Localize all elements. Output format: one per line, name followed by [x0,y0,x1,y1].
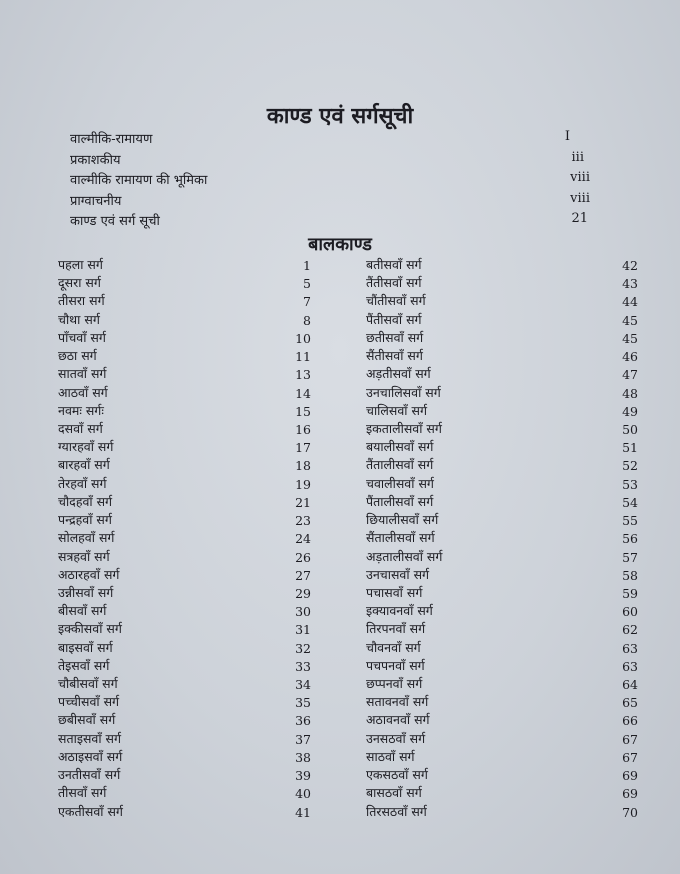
entry-label: एकसठवाँ सर्ग [366,767,428,783]
toc-entry [366,639,638,657]
entry-label: पाँचवाँ सर्ग [58,329,106,345]
toc-entry [366,311,638,329]
toc-entry [58,456,311,474]
entry-page-number: 40 [295,786,311,802]
entry-page-number: 46 [622,349,638,365]
toc-entry [58,748,311,766]
entry-label: पन्द्रहवाँ सर्ग [58,512,112,528]
entry-label: प्रकाशकीय [70,152,121,168]
entry-page-number: 58 [622,567,638,583]
entry-label: बाइसवाँ सर्ग [58,639,113,655]
entry-label: छियालीसवाँ सर्ग [366,512,439,528]
entry-page-number: 67 [622,749,638,765]
entry-page-number: 29 [295,585,311,601]
entry-label: अठाइसवाँ सर्ग [58,748,123,764]
toc-entry [366,402,638,420]
entry-label: पच्चीसवाँ सर्ग [58,694,120,710]
toc-entry [366,274,638,292]
toc-entry [366,384,638,402]
toc-entry [366,256,638,274]
toc-entry [58,657,311,675]
toc-entry [58,384,311,402]
toc-entry [366,766,638,784]
entry-page-number: 41 [295,804,311,820]
entry-label: वाल्मीकि-रामायण [70,132,153,147]
toc-entry [58,256,311,274]
entry-label: पहला सर्ग [58,257,103,272]
entry-page-number: 59 [622,585,638,601]
toc-entry [366,292,638,310]
entry-page-number: 1 [303,258,311,273]
entry-page-number: 39 [295,768,311,784]
entry-label: तेरहवाँ सर्ग [58,475,107,491]
toc-entry [58,766,311,784]
entry-page-number: iii [571,149,584,165]
entry-label: छठा सर्ग [58,348,97,364]
entry-page-number: I [564,129,570,144]
entry-page-number: 35 [295,695,311,711]
entry-label: बारहवाँ सर्ग [58,457,110,473]
entry-page-number: 48 [622,385,638,401]
entry-page-number: 16 [295,421,311,437]
toc-entry [58,639,311,657]
entry-label: पचासवाँ सर्ग [366,584,423,600]
toc-entry [366,620,638,638]
page-title: काण्ड एवं सर्गसूची [266,104,414,129]
toc-entry [58,711,311,729]
toc-entry [58,602,311,620]
toc-entry [366,657,638,675]
entry-page-number: 5 [303,276,311,292]
entry-page-number: 43 [622,276,638,292]
entry-page-number: 63 [622,640,638,656]
entry-page-number: 67 [622,731,638,747]
toc-entry [366,511,638,529]
entry-label: छबीसवाँ सर्ग [58,712,116,728]
entry-page-number: 70 [622,804,638,820]
entry-label: तिरसठवाँ सर्ग [366,803,427,819]
entry-label: साठवाँ सर्ग [366,748,415,764]
toc-entry [58,584,311,602]
entry-page-number: 42 [622,258,638,273]
entry-page-number: 69 [622,768,638,784]
entry-label: अठावनवाँ सर्ग [366,712,430,728]
toc-entry [58,475,311,493]
entry-label: इक्कीसवाँ सर्ग [58,621,122,637]
toc-entry [58,402,311,420]
toc-entry [58,420,311,438]
entry-page-number: 21 [295,494,311,510]
entry-page-number: 13 [295,367,311,383]
entry-page-number: 30 [295,604,311,620]
entry-page-number: 45 [622,312,638,328]
toc-entry [366,748,638,766]
toc-entry [70,211,590,232]
entry-page-number: 64 [622,677,638,693]
toc-entry [58,675,311,693]
entry-page-number: viii [570,190,590,206]
entry-label: दूसरा सर्ग [58,275,101,291]
entry-label: एकतीसवाँ सर्ग [58,803,123,819]
entry-page-number: 62 [622,622,638,638]
entry-page-number: 66 [622,713,638,729]
entry-page-number: 7 [303,294,311,310]
entry-page-number: 15 [295,403,311,419]
toc-entry [366,730,638,748]
entry-label: चौथा सर्ग [58,311,100,327]
entry-label: छप्पनवाँ सर्ग [366,676,423,692]
toc-entry [58,620,311,638]
entry-page-number: 11 [295,349,311,365]
entry-label: तैंतालीसवाँ सर्ग [366,457,434,473]
entry-page-number: 31 [295,622,311,638]
toc-entry [70,170,590,191]
entry-label: सताइसवाँ सर्ग [58,730,122,746]
entry-page-number: 24 [295,531,311,547]
entry-page-number: 8 [303,312,311,328]
section-title: बालकाण्ड [308,234,372,255]
toc-entry [366,602,638,620]
toc-entry [58,493,311,511]
toc-entry [58,803,311,821]
toc-entry [366,675,638,693]
toc-entry [366,438,638,456]
toc-entry [58,329,311,347]
toc-entry [366,529,638,547]
entry-label: ग्यारहवाँ सर्ग [58,439,114,455]
entry-page-number: 65 [622,695,638,711]
entry-label: सोलहवाँ सर्ग [58,530,115,546]
toc-entry [58,548,311,566]
entry-page-number: 51 [622,440,638,456]
entry-label: चौदहवाँ सर्ग [58,493,113,509]
entry-page-number: 36 [295,713,311,729]
toc-entry [58,529,311,547]
entry-label: तिरपनवाँ सर्ग [366,621,426,637]
entry-label: अड़तीसवाँ सर्ग [366,366,431,382]
entry-page-number: 37 [295,731,311,747]
entry-label: बासठवाँ सर्ग [366,785,422,801]
toc-entry [58,311,311,329]
entry-label: पैंतालीसवाँ सर्ग [366,493,434,509]
toc-entry [366,456,638,474]
entry-page-number: 14 [295,385,311,401]
entry-page-number: 18 [295,458,311,474]
toc-entry [58,566,311,584]
entry-label: तैंतीसवाँ सर्ग [366,275,422,291]
toc-entry [58,784,311,802]
toc-entry [366,347,638,365]
entry-label: बतीसवाँ सर्ग [366,257,422,272]
entry-page-number: 19 [295,476,311,492]
toc-right-column [366,256,638,821]
entry-page-number: 50 [622,421,638,437]
entry-label: उनचालिसवाँ सर्ग [366,384,441,400]
entry-label: चौवनवाँ सर्ग [366,639,421,655]
entry-label: छतीसवाँ सर्ग [366,329,424,345]
toc-entry [58,693,311,711]
toc-left-column [58,256,311,821]
entry-label: तीसवाँ सर्ग [58,785,107,801]
toc-entry [366,566,638,584]
entry-page-number: 27 [295,567,311,583]
toc-entry [366,711,638,729]
entry-page-number: 32 [295,640,311,656]
entry-page-number: 45 [622,330,638,346]
entry-label: दसवाँ सर्ग [58,420,103,436]
entry-page-number: 53 [622,476,638,492]
toc-entry [366,693,638,711]
toc-entry [70,191,590,212]
entry-page-number: 54 [622,494,638,510]
entry-label: पचपनवाँ सर्ग [366,657,425,673]
entry-label: इक्यावनवाँ सर्ग [366,603,433,619]
entry-label: पैंतीसवाँ सर्ग [366,311,422,327]
toc-entry [58,274,311,292]
entry-label: उनतीसवाँ सर्ग [58,767,121,783]
entry-label: उन्नीसवाँ सर्ग [58,584,114,600]
entry-page-number: 60 [622,604,638,620]
entry-label: नवमः सर्गः [58,402,104,418]
entry-page-number: 69 [622,786,638,802]
entry-page-number: 63 [622,658,638,674]
entry-page-number: 56 [622,531,638,547]
entry-label: सातवाँ सर्ग [58,366,107,382]
entry-label: सैंतीसवाँ सर्ग [366,348,423,364]
entry-label: उनचासवाँ सर्ग [366,566,430,582]
entry-page-number: 33 [295,658,311,674]
entry-label: अड़तालीसवाँ सर्ग [366,548,443,564]
entry-label: तीसरा सर्ग [58,293,105,309]
entry-label: सैंतालीसवाँ सर्ग [366,530,435,546]
entry-page-number: 21 [571,211,588,227]
entry-label: काण्ड एवं सर्ग सूची [70,214,160,230]
entry-label: सत्रहवाँ सर्ग [58,548,110,564]
toc-entry [58,730,311,748]
entry-page-number: 34 [295,677,311,693]
toc-entry [366,803,638,821]
entry-label: चौंतीसवाँ सर्ग [366,293,426,309]
toc-entry [58,438,311,456]
entry-page-number: 10 [295,330,311,346]
entry-page-number: 55 [622,513,638,529]
entry-page-number: 17 [295,440,311,456]
entry-page-number: 38 [295,749,311,765]
entry-page-number: 44 [622,294,638,310]
entry-label: अठारहवाँ सर्ग [58,566,120,582]
entry-page-number: viii [570,170,590,186]
toc-entry [58,365,311,383]
toc-entry [366,548,638,566]
toc-entry [366,365,638,383]
entry-page-number: 52 [622,458,638,474]
entry-label: आठवाँ सर्ग [58,384,108,400]
entry-label: तेइसवाँ सर्ग [58,657,110,673]
entry-page-number: 23 [295,513,311,529]
toc-entry [366,475,638,493]
entry-label: इकतालीसवाँ सर्ग [366,420,442,436]
toc-entry [58,347,311,365]
toc-entry [70,150,590,171]
entry-page-number: 49 [622,403,638,419]
entry-page-number: 57 [622,549,638,565]
entry-label: चौबीसवाँ सर्ग [58,676,118,692]
entry-page-number: 26 [295,549,311,565]
front-matter-list [70,129,590,232]
entry-label: चालिसवाँ सर्ग [366,402,427,418]
toc-entry [366,493,638,511]
toc-entry [70,129,590,150]
toc-entry [58,511,311,529]
entry-label: वाल्मीकि रामायण की भूमिका [70,173,208,189]
entry-label: उनसठवाँ सर्ग [366,730,426,746]
toc-entry [366,584,638,602]
entry-label: चवालीसवाँ सर्ग [366,475,434,491]
toc-entry [366,784,638,802]
toc-entry [58,292,311,310]
entry-label: प्राग्वाचनीय [70,193,122,209]
entry-label: बयालीसवाँ सर्ग [366,439,434,455]
entry-label: सतावनवाँ सर्ग [366,694,429,710]
entry-page-number: 47 [622,367,638,383]
toc-entry [366,420,638,438]
entry-label: बीसवाँ सर्ग [58,603,107,619]
toc-entry [366,329,638,347]
